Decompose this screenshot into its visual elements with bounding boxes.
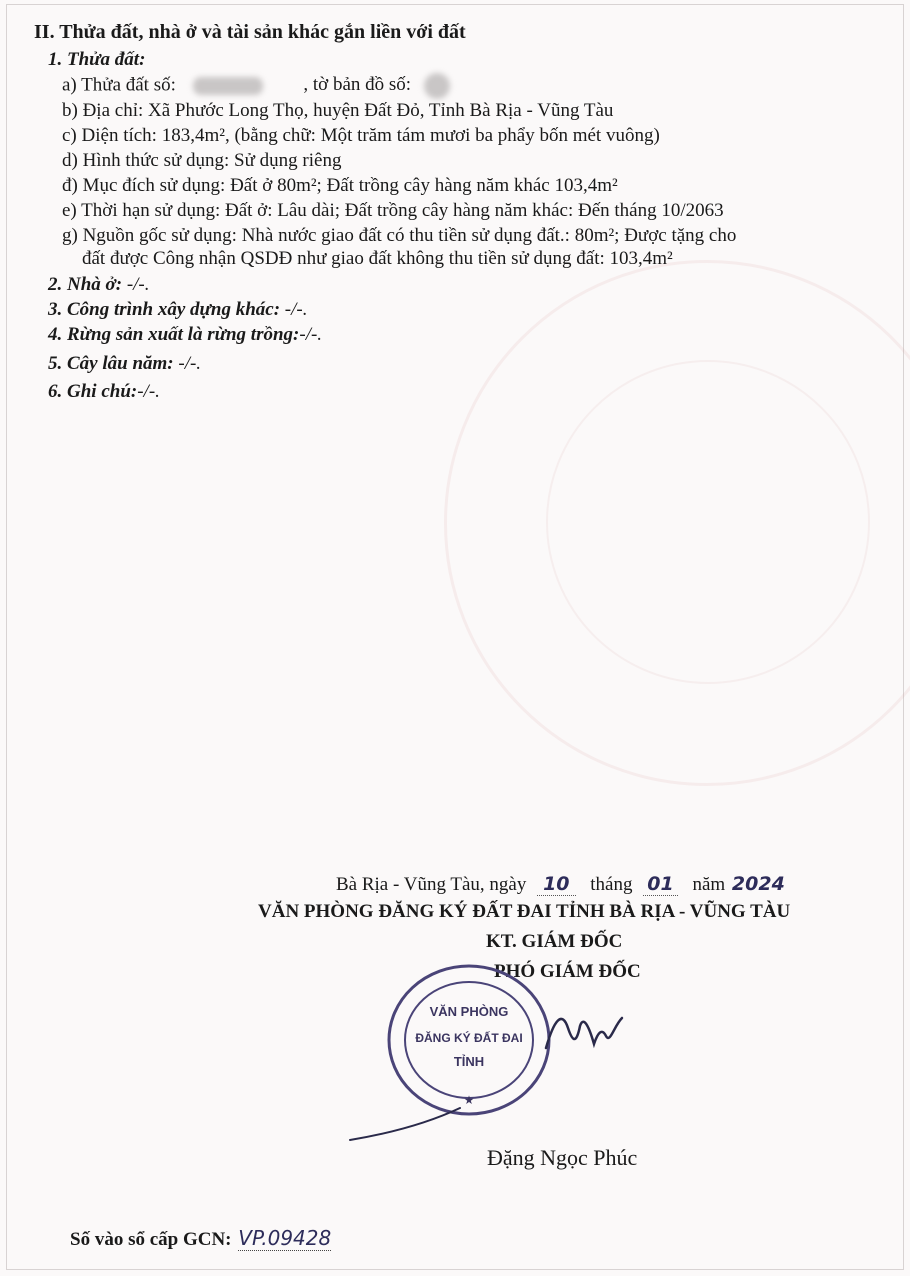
house-line: [48, 273, 150, 297]
issuing-office: VĂN PHÒNG ĐĂNG KÝ ĐẤT ĐAI TỈNH BÀ RỊA - VŨNG TÀU: [258, 901, 791, 922]
house-value: -/-.: [122, 274, 150, 295]
year-label: năm: [692, 874, 726, 895]
note-label: 6. Ghi chú:: [48, 381, 138, 402]
section-title: II. Thửa đất, nhà ở và tài sản khác gắn liền với đất: [34, 21, 466, 43]
signature-stroke: [346, 1100, 466, 1150]
note-value: -/-.: [137, 381, 160, 402]
perennial-line: [48, 352, 201, 376]
perennial-value: -/-.: [173, 353, 202, 374]
address-line: b) Địa chỉ: Xã Phước Long Thọ, huyện Đất Đỏ, Tỉnh Bà Rịa - Vũng Tàu: [62, 100, 614, 121]
other-works-line: [48, 298, 307, 322]
origin-line-1: g) Nguồn gốc sử dụng: Nhà nước giao đất có thu tiền sử dụng đất.: 80m²; Được tặng cho: [62, 225, 737, 246]
forest-label: 4. Rừng sản xuất là rừng trồng:: [48, 324, 300, 345]
other-works-value: -/-.: [280, 299, 308, 320]
parcel-number-label: a) Thửa đất số:: [62, 74, 176, 96]
usage-term-line: e) Thời hạn sử dụng: Đất ở: Lâu dài; Đất trồng cây hàng năm khác: Đến tháng 10/2063: [62, 200, 724, 221]
place-date-line: [336, 872, 785, 897]
registry-number-label: Số vào sổ cấp GCN:: [70, 1229, 232, 1250]
house-label: 2. Nhà ở:: [48, 274, 123, 295]
month-label: tháng: [590, 874, 633, 895]
parcel-number-line: [62, 73, 450, 99]
registry-number-line: [70, 1226, 331, 1252]
parcel-heading: 1. Thửa đất:: [48, 49, 146, 70]
seal-center-line-1: VĂN PHÒNG: [429, 1004, 509, 1019]
forest-value: -/-.: [299, 324, 323, 345]
seal-center-line-2: ĐĂNG KÝ ĐẤT ĐAI: [415, 1031, 523, 1045]
origin-line-2: đất được Công nhận QSDĐ như giao đất không thu tiền sử dụng đất: 103,4m²: [82, 248, 673, 269]
seal-center-line-3: TỈNH: [453, 1054, 485, 1069]
usage-form-line: d) Hình thức sử dụng: Sử dụng riêng: [62, 150, 342, 171]
signer-title-2: PHÓ GIÁM ĐỐC: [494, 961, 641, 982]
forest-line: [48, 323, 322, 347]
usage-purpose-line: đ) Mục đích sử dụng: Đất ở 80m²; Đất trồng cây hàng năm khác 103,4m²: [62, 175, 618, 196]
note-line: [48, 380, 160, 404]
signer-title-1: KT. GIÁM ĐỐC: [486, 931, 623, 952]
seal-star-icon: ★: [463, 1093, 475, 1107]
handwritten-signature: [540, 1000, 630, 1060]
background-watermark-inner: [546, 360, 870, 684]
date-day: 10: [537, 873, 575, 896]
date-year: 2024: [731, 873, 785, 895]
date-month: 01: [643, 873, 677, 896]
official-seal: [384, 960, 554, 1120]
other-works-label: 3. Công trình xây dựng khác:: [48, 299, 281, 320]
signer-name: Đặng Ngọc Phúc: [487, 1145, 638, 1170]
area-line: c) Diện tích: 183,4m², (bằng chữ: Một trăm tám mươi ba phẩy bốn mét vuông): [62, 125, 660, 146]
redacted-parcel-number: [193, 77, 263, 95]
place-date-prefix: Bà Rịa - Vũng Tàu, ngày: [336, 874, 527, 895]
redacted-map-sheet: [424, 73, 450, 99]
perennial-label: 5. Cây lâu năm:: [48, 353, 174, 374]
registry-number-value: VP.09428: [238, 1226, 332, 1250]
map-sheet-label: , tờ bản đồ số:: [303, 74, 412, 96]
